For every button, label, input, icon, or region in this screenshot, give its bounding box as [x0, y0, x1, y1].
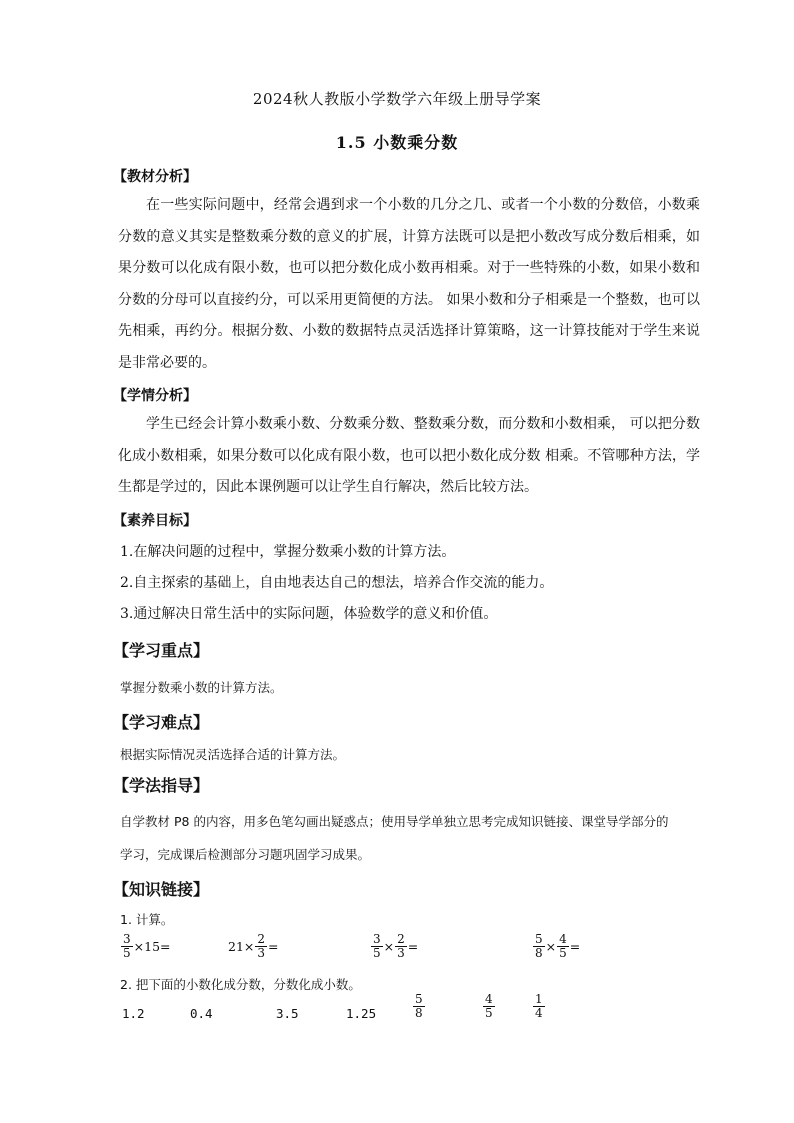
- section-heading-goals: 【素养目标】: [113, 513, 197, 529]
- section-heading-method: 【学法指导】: [113, 776, 210, 795]
- fraction: [371, 933, 383, 960]
- section-heading-knowledge-link: 【知识链接】: [113, 880, 210, 899]
- section-heading-student-analysis: 【学情分析】: [113, 388, 197, 404]
- numerator: 2: [257, 932, 266, 946]
- denominator: 4: [535, 1006, 543, 1020]
- key-point-text: 掌握分数乘小数的计算方法。: [120, 680, 283, 695]
- denominator: 3: [397, 946, 405, 960]
- lesson-title: 1.5 小数乘分数: [335, 133, 459, 152]
- denominator: 3: [257, 946, 266, 960]
- question-1-label: 1. 计算。: [120, 912, 174, 927]
- expression-4: [532, 933, 580, 960]
- numerator: 4: [559, 932, 567, 946]
- expression-3: [370, 933, 418, 960]
- decimal-item: 1.25: [346, 1006, 377, 1021]
- numerator: 2: [397, 932, 405, 946]
- denominator: 5: [123, 946, 131, 960]
- textbook-analysis-paragraph: 在一些实际问题中，经常会遇到求一个小数的几分之几、或者一个小数的分数倍，小数乘分数的意义其实是整数乘分数的意义的扩展，计算方法既可以是把小数改写成分数后相乘，如果分数可以化成有限小数，也可以把分数化成小数再相乘。对于一些特殊的小数，如果小数和分数的分母可以直接约分，可以采用更简便的方法。 如果小数和分子相乘是一个整数，也可以先相乘，再约分。根据分数、小数的数据特点灵活选择计算策略，这一计算技能对于学生来说是非常必要的。: [118, 197, 700, 371]
- operator-text: =: [268, 939, 279, 954]
- method-text-line-1: 自学教材 P8 的内容，用多色笔勾画出疑惑点；使用导学单独立思考完成知识链接、课堂导学部分的: [120, 814, 669, 829]
- fraction-item: [533, 993, 545, 1020]
- section-heading-key-point: 【学习重点】: [113, 641, 210, 660]
- denominator: 8: [535, 946, 543, 960]
- fraction-item: [483, 993, 495, 1020]
- numerator: 3: [123, 932, 131, 946]
- numerator: 4: [485, 992, 493, 1006]
- goal-item-2: 2.自主探索的基础上，自由地表达自己的想法，培养合作交流的能力。: [120, 575, 554, 591]
- question-2-label: 2. 把下面的小数化成分数，分数化成小数。: [120, 977, 361, 992]
- decimal-item: 3.5: [276, 1006, 299, 1021]
- times-sign: ×: [545, 939, 557, 954]
- expression-2: [228, 933, 279, 960]
- denominator: 5: [559, 946, 567, 960]
- numerator: 5: [535, 932, 543, 946]
- goal-item-1: 1.在解决问题的过程中，掌握分数乘小数的计算方法。: [120, 544, 456, 560]
- numerator: 1: [535, 992, 543, 1006]
- fraction-item: [413, 993, 425, 1020]
- fraction: [557, 933, 569, 960]
- decimal-item: 1.2: [122, 1006, 145, 1021]
- denominator: 5: [485, 1006, 493, 1020]
- fraction: [121, 933, 133, 960]
- difficulty-text: 根据实际情况灵活选择合适的计算方法。: [120, 747, 346, 762]
- method-text-line-2: 学习，完成课后检测部分习题巩固学习成果。: [120, 847, 371, 862]
- operator-text: ×15=: [133, 939, 171, 954]
- student-analysis-paragraph: 学生已经会计算小数乘小数、分数乘分数、整数乘分数，而分数和小数相乘， 可以把分数化成小数相乘，如果分数可以化成有限小数，也可以把小数化成分数 相乘。不管哪种方法，学生都是学过的，因此本课例题可以让学生自行解决，然后比较方法。: [118, 416, 700, 495]
- numerator: 3: [373, 932, 381, 946]
- operator-text: =: [569, 939, 581, 954]
- times-sign: ×: [383, 939, 395, 954]
- goal-item-3: 3.通过解决日常生活中的实际问题，体验数学的意义和价值。: [120, 606, 498, 622]
- document-title: 2024秋人教版小学数学六年级上册导学案: [252, 90, 542, 108]
- expression-1: [120, 933, 171, 960]
- fraction: [533, 933, 545, 960]
- decimal-item: 0.4: [190, 1006, 213, 1021]
- denominator: 8: [415, 1006, 423, 1020]
- section-heading-textbook-analysis: 【教材分析】: [113, 169, 197, 185]
- fraction: [255, 933, 267, 960]
- denominator: 5: [373, 946, 381, 960]
- prefix-text: 21×: [228, 939, 255, 954]
- numerator: 5: [415, 992, 423, 1006]
- section-heading-difficulty: 【学习难点】: [113, 713, 210, 732]
- operator-text: =: [407, 939, 419, 954]
- fraction: [395, 933, 407, 960]
